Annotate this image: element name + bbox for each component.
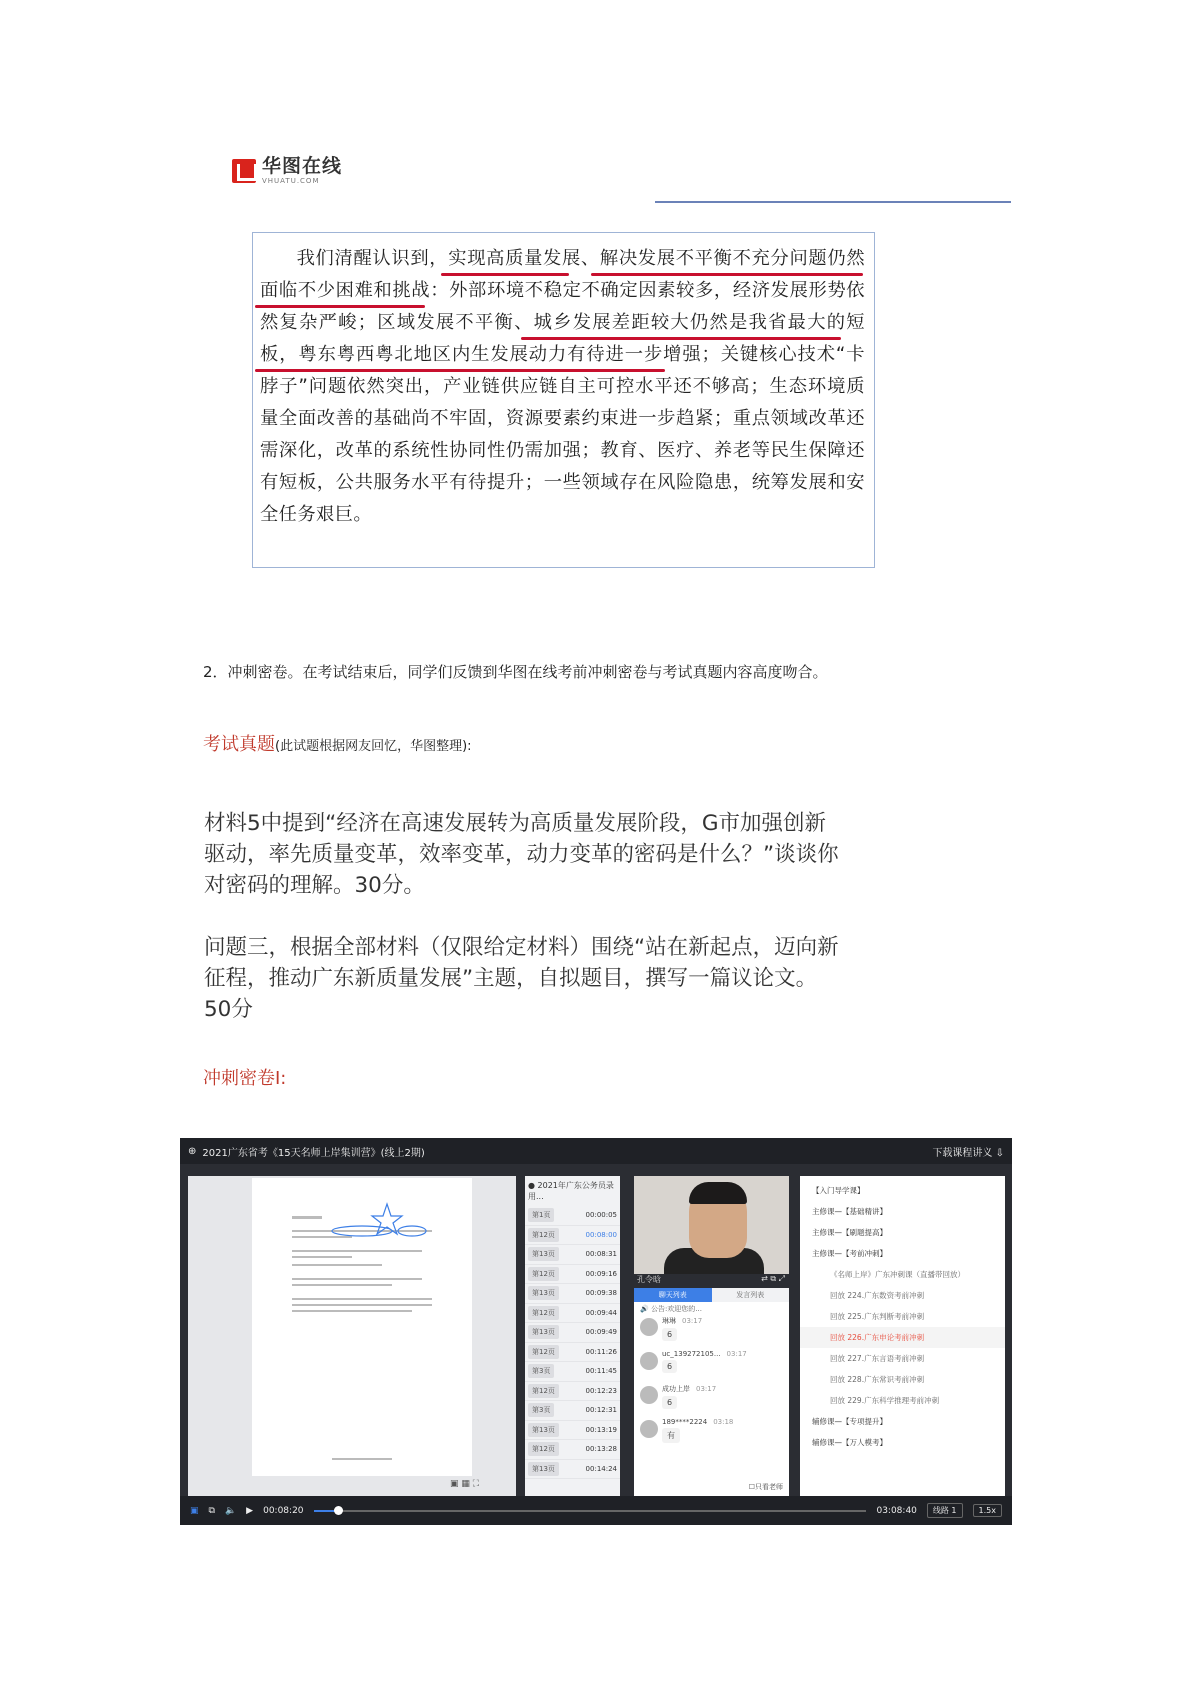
course-item[interactable]: 回放 225.广东判断考前冲刺 xyxy=(830,1312,925,1321)
toc-time: 00:12:23 xyxy=(585,1386,617,1395)
toc-row[interactable] xyxy=(525,1362,620,1382)
toc-row[interactable] xyxy=(525,1460,620,1480)
toc-time: 00:09:49 xyxy=(585,1328,617,1337)
teacher-hair xyxy=(689,1182,747,1204)
timeline-toc xyxy=(525,1176,620,1496)
header-rule xyxy=(655,201,1011,203)
progress-knob[interactable] xyxy=(334,1506,343,1515)
logo-english-text: VHUATU.COM xyxy=(262,177,320,185)
teacher-video[interactable] xyxy=(634,1176,789,1274)
toc-row[interactable] xyxy=(525,1421,620,1441)
toc-time: 00:08:31 xyxy=(585,1250,617,1259)
chat-user: uc_139272105... xyxy=(662,1350,721,1358)
exam-heading-note: (此试题根据网友回忆，华图整理): xyxy=(275,739,472,754)
exam-heading-title: 考试真题 xyxy=(203,734,275,755)
toc-row[interactable] xyxy=(525,1382,620,1402)
download-handout-button[interactable]: 下载课程讲义 ⇩ xyxy=(932,1147,1004,1159)
course-item[interactable]: 【入门导学课】 xyxy=(812,1186,865,1195)
toc-page: 第12页 xyxy=(528,1384,559,1398)
toc-page: 第12页 xyxy=(528,1345,559,1359)
tab-chat-list[interactable]: 聊天列表 xyxy=(634,1288,712,1302)
highlight-underline xyxy=(441,273,569,276)
toc-page: 第13页 xyxy=(528,1462,559,1476)
toc-page: 第12页 xyxy=(528,1306,559,1320)
toc-row[interactable] xyxy=(525,1226,620,1246)
exam-questions xyxy=(204,808,844,1056)
quote-text: 我们清醒认识到，实现高质量发展、解决发展不平衡不充分问题仍然面临不少困难和挑战：外部环境不稳定不确定因素较多，经济发展形势依然复杂严峻；区域发展不平衡、城乡发展差距较大仍然是我省最大的短板，粤东粤西粤北地区内生发展动力有待进一步增强；关键核心技术“卡脖子”问题依然突出，产业链供应链自主可控水平还不够高；生态环境质量全面改善的基础尚不牢固，资源要素约束进一步趋紧；重点领域改革还需深化，改革的系统性协同性仍需加强；教育、医疗、养老等民生保障还有短板，公共服务水平有待提升；一些领域存在风险隐患，统筹发展和安全任务艰巨。 xyxy=(260,248,865,525)
total-time: 03:08:40 xyxy=(876,1505,917,1516)
toc-time: 00:09:38 xyxy=(585,1289,617,1298)
teacher-name-label: 孔令晗 xyxy=(637,1275,661,1284)
chat-user: 琳琳 xyxy=(662,1317,676,1325)
download-label: 下载课程讲义 xyxy=(932,1147,993,1159)
course-item[interactable]: 主修课—【考前冲刺】 xyxy=(812,1249,887,1258)
course-item[interactable]: 回放 226.广东申论考前冲刺 xyxy=(800,1327,1005,1348)
huatu-logo-icon xyxy=(232,159,256,183)
volume-icon[interactable]: 🔈 xyxy=(224,1505,237,1516)
current-time: 00:08:20 xyxy=(263,1505,304,1516)
handout-page-content xyxy=(252,1178,472,1476)
toc-row[interactable] xyxy=(525,1401,620,1421)
course-item[interactable]: 辅修课—【万人模考】 xyxy=(812,1438,887,1447)
avatar xyxy=(640,1352,658,1370)
toc-page: 第12页 xyxy=(528,1267,559,1281)
back-icon[interactable]: ⊕ xyxy=(188,1145,197,1157)
quote-box xyxy=(252,232,875,568)
video-controls-icon[interactable]: ⇄ ⧉ ⤢ xyxy=(761,1274,785,1283)
chat-meta xyxy=(662,1350,789,1358)
handout-page xyxy=(252,1178,472,1476)
toc-page: 第1页 xyxy=(528,1208,554,1222)
course-item[interactable]: 回放 228.广东常识考前冲刺 xyxy=(830,1375,925,1384)
toc-page: 第3页 xyxy=(528,1364,554,1378)
highlight-underline xyxy=(591,273,863,276)
toc-time: 00:11:45 xyxy=(585,1367,617,1376)
chat-text: 6 xyxy=(662,1396,677,1409)
toc-page: 第3页 xyxy=(528,1403,554,1417)
toc-row[interactable] xyxy=(525,1304,620,1324)
toc-row[interactable] xyxy=(525,1440,620,1460)
chat-time: 03:17 xyxy=(696,1385,717,1393)
toc-time: 00:13:28 xyxy=(585,1445,617,1454)
toc-page: 第12页 xyxy=(528,1442,559,1456)
only-teacher-checkbox[interactable]: ☐只看老师 xyxy=(748,1483,783,1491)
toc-page: 第12页 xyxy=(528,1228,559,1242)
chat-meta xyxy=(662,1384,789,1394)
huatu-logo xyxy=(232,157,342,185)
avatar xyxy=(640,1420,658,1438)
toc-row[interactable] xyxy=(525,1323,620,1343)
chat-message xyxy=(634,1418,789,1452)
chat-text: 有 xyxy=(662,1428,680,1443)
course-player-screenshot xyxy=(180,1138,1012,1525)
chat-time: 03:17 xyxy=(682,1317,703,1325)
document-pane xyxy=(188,1176,516,1476)
fit-icon[interactable]: ▣ ▦ ⛶ xyxy=(450,1479,480,1489)
highlight-underline xyxy=(521,337,841,340)
course-item[interactable]: 主修课—【刷题提高】 xyxy=(812,1228,887,1237)
chat-message xyxy=(634,1350,789,1384)
toc-time: 00:08:00 xyxy=(585,1230,617,1239)
chat-panel xyxy=(634,1288,789,1496)
screen-icon[interactable]: ⧉ xyxy=(208,1505,215,1516)
chat-message xyxy=(634,1384,789,1418)
toc-page: 第13页 xyxy=(528,1247,559,1261)
toc-row[interactable] xyxy=(525,1284,620,1304)
chat-notice: 🔊 公告:欢迎您的... xyxy=(640,1305,702,1313)
toc-page: 第13页 xyxy=(528,1286,559,1300)
teacher-name xyxy=(634,1274,789,1288)
toc-time: 00:14:24 xyxy=(585,1464,617,1473)
chat-text: 6 xyxy=(662,1328,677,1341)
notice-text: 公告:欢迎您的... xyxy=(650,1305,702,1313)
play-icon[interactable]: ▶ xyxy=(246,1505,254,1516)
section-2-paragraph: 2．冲刺密卷。在考试结束后，同学们反馈到华图在线考前冲刺密卷与考试真题内容高度吻合。 xyxy=(203,663,828,681)
toc-page: 第13页 xyxy=(528,1325,559,1339)
highlight-underline xyxy=(255,305,425,308)
chat-time: 03:17 xyxy=(726,1350,747,1358)
toc-time: 00:09:44 xyxy=(585,1308,617,1317)
course-item[interactable]: 回放 229.广东科学推理考前冲刺 xyxy=(830,1396,940,1405)
course-item[interactable]: 《名师上岸》广东冲刺课（直播带回放） xyxy=(830,1270,965,1279)
course-sidebar xyxy=(800,1176,1005,1496)
line-select[interactable]: 线路 1 xyxy=(927,1503,963,1518)
chat-text: 6 xyxy=(662,1360,677,1373)
chat-time: 03:18 xyxy=(713,1418,734,1426)
toc-time: 00:11:26 xyxy=(585,1347,617,1356)
toc-row[interactable] xyxy=(525,1245,620,1265)
course-item[interactable]: 回放 224.广东数资考前冲刺 xyxy=(830,1291,925,1300)
avatar xyxy=(640,1318,658,1336)
toc-list xyxy=(525,1206,620,1479)
toc-time: 00:00:05 xyxy=(585,1211,617,1220)
toc-time: 00:12:31 xyxy=(585,1406,617,1415)
course-item[interactable]: 回放 227.广东言语考前冲刺 xyxy=(830,1354,925,1363)
course-item[interactable]: 辅修课—【专项提升】 xyxy=(812,1417,887,1426)
course-title: 2021广东省考《15天名师上岸集训营》(线上2期) xyxy=(202,1147,425,1159)
mijuan-heading: 冲刺密卷Ⅰ: xyxy=(203,1068,287,1089)
speed-select[interactable]: 1.5x xyxy=(973,1504,1002,1517)
chat-user: 成功上岸 xyxy=(662,1385,690,1393)
avatar xyxy=(640,1386,658,1404)
toc-row[interactable] xyxy=(525,1265,620,1285)
chat-meta xyxy=(662,1418,789,1426)
only-teacher-label: 只看老师 xyxy=(755,1483,783,1491)
logo-icon: ▣ xyxy=(190,1505,199,1516)
chat-user: 189****2224 xyxy=(662,1418,708,1426)
page-toolbar xyxy=(188,1476,516,1496)
exam-heading xyxy=(203,730,472,756)
course-list xyxy=(800,1176,1005,1453)
exam-question: 材料5中提到“经济在高速发展转为高质量发展阶段，G市加强创新驱动，率先质量变革，效率变革，动力变革的密码是什么？”谈谈你对密码的理解。30分。 xyxy=(204,811,839,898)
chat-message xyxy=(634,1316,789,1350)
course-item[interactable]: 主修课—【基础精讲】 xyxy=(812,1207,887,1216)
toc-time: 00:13:19 xyxy=(585,1425,617,1434)
player-controls xyxy=(180,1496,1012,1525)
toc-page: 第13页 xyxy=(528,1423,559,1437)
toc-title: ● 2021年广东公务员录用... xyxy=(528,1181,614,1201)
message-list xyxy=(634,1316,789,1452)
highlight-underline xyxy=(255,369,665,372)
chat-meta xyxy=(662,1316,789,1326)
toc-time: 00:09:16 xyxy=(585,1269,617,1278)
toc-row[interactable] xyxy=(525,1206,620,1226)
tab-speech-list[interactable]: 发言列表 xyxy=(712,1288,790,1302)
player-topbar xyxy=(180,1138,1012,1164)
toc-row[interactable] xyxy=(525,1343,620,1363)
logo-chinese-text: 华图在线 xyxy=(262,155,343,177)
progress-bar[interactable] xyxy=(314,1510,867,1512)
exam-question: 问题三，根据全部材料（仅限给定材料）围绕“站在新起点，迈向新征程，推动广东新质量发展”主题，自拟题目，撰写一篇议论文。50分 xyxy=(204,935,839,1022)
